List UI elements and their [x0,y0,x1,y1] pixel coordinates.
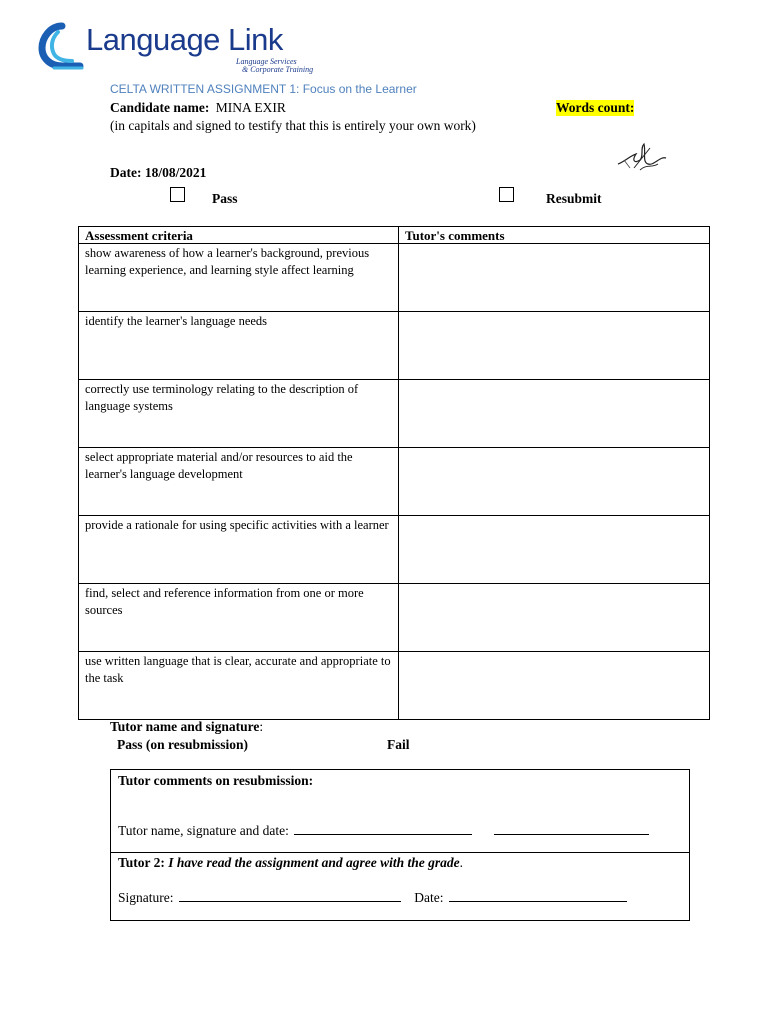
logo-tagline-line2: & Corporate Training [242,65,314,74]
tutor-name-sig-line[interactable] [294,822,472,835]
criteria-cell: select appropriate material and/or resources to aid the learner's language development [79,448,399,516]
comment-cell[interactable] [399,448,710,516]
table-row [79,380,710,448]
assessment-criteria-header: Assessment criteria [79,227,399,244]
candidate-name-value: MINA EXIR [215,100,286,115]
logo-tagline [236,58,313,74]
comment-cell[interactable] [399,380,710,448]
table-row [79,584,710,652]
comment-cell[interactable] [399,312,710,380]
candidate-name-row [110,100,286,116]
comment-cell[interactable] [399,244,710,312]
candidate-instruction: (in capitals and signed to testify that this is entirely your own work) [110,118,476,133]
tutor2-statement-row [118,855,463,871]
comment-cell[interactable] [399,516,710,584]
comment-cell[interactable] [399,584,710,652]
tutor2-box [110,853,690,921]
criteria-cell: find, select and reference information from one or more sources [79,584,399,652]
resubmit-checkbox[interactable] [499,187,514,202]
table-row [79,516,710,584]
resubmit-label: Resubmit [546,191,602,206]
tutor-comments-header: Tutor's comments [399,227,710,244]
tutor2-label: Tutor 2: [118,855,165,870]
date-label: Date: [110,165,142,180]
resubmission-title: Tutor comments on resubmission: [118,773,314,788]
tutor-date-line[interactable] [494,822,649,835]
tutor2-signature-label: Signature: [118,890,174,905]
words-count-label: Words count: [556,100,635,115]
table-row [79,652,710,720]
pass-label: Pass [212,191,238,206]
date-row [110,165,206,181]
logo-tagline-line1: Language Services [236,57,297,66]
table-row [79,244,710,312]
signature-icon [610,134,676,178]
tutor2-statement: I have read the assignment and agree with the grade [168,855,460,870]
language-link-logo-icon [36,22,84,72]
tutor2-signature-row [118,889,627,906]
company-logo [36,20,314,76]
tutor-name-signature-row [110,719,263,735]
date-value: 18/08/2021 [144,165,207,180]
resubmission-comments-box [110,769,690,853]
tutor-name-signature-label: Tutor name and signature [110,719,260,734]
criteria-cell: identify the learner's language needs [79,312,399,380]
logo-wordmark: Language Link [86,22,283,57]
tutor-name-signature-colon: : [259,719,264,734]
tutor-name-sig-date-label: Tutor name, signature and date: [118,823,289,838]
table-row [79,312,710,380]
tutor2-statement-end: . [459,855,464,870]
criteria-cell: use written language that is clear, accurate and appropriate to the task [79,652,399,720]
table-row [79,448,710,516]
criteria-cell: show awareness of how a learner's background, previous learning experience, and learning style affect learning [79,244,399,312]
tutor2-date-line[interactable] [449,889,627,902]
tutor2-signature-line[interactable] [179,889,401,902]
criteria-cell: correctly use terminology relating to the description of language systems [79,380,399,448]
pass-on-resubmission-label: Pass (on resubmission) [117,737,249,752]
tutor2-date-label: Date: [414,890,444,905]
pass-checkbox[interactable] [170,187,185,202]
comment-cell[interactable] [399,652,710,720]
tutor-name-sig-date-row [118,822,649,839]
assessment-table [78,226,710,720]
table-header-row [79,227,710,244]
fail-label: Fail [387,737,410,752]
assignment-title: CELTA WRITTEN ASSIGNMENT 1: Focus on the Learner [110,82,417,96]
candidate-name-label: Candidate name: [110,100,210,115]
criteria-cell: provide a rationale for using specific activities with a learner [79,516,399,584]
candidate-signature [610,134,676,178]
